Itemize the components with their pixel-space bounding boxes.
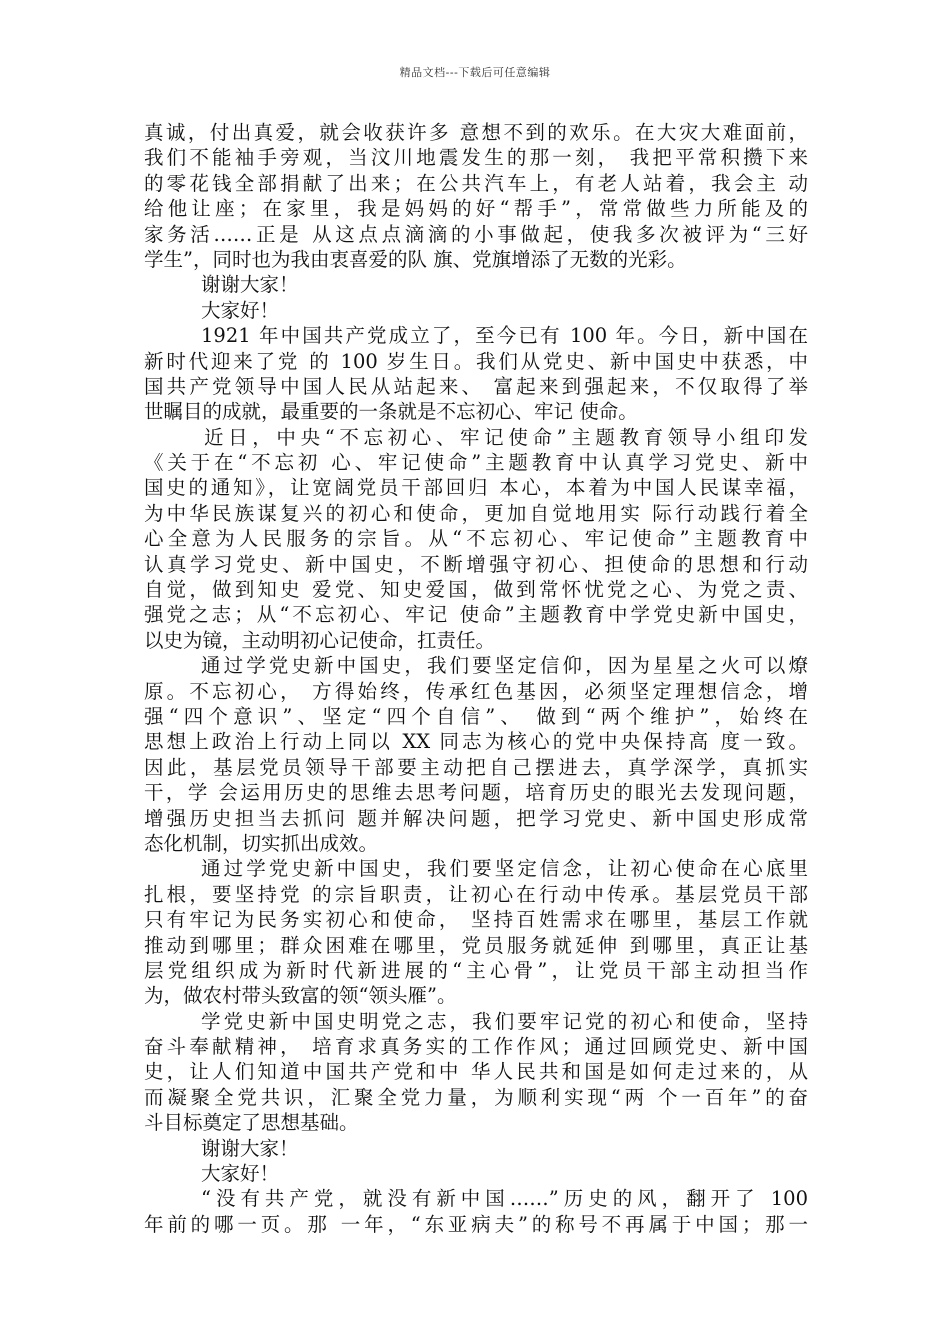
text-line: 奋斗奉献精神， 培育求真务实的工作作风；通过回顾党史、新中国 [144, 1035, 808, 1059]
text-line: 只有牢记为民务实初心和使命， 坚持百姓需求在哪里，基层工作就 [144, 908, 808, 932]
text-line: 通过学党史新中国史，我们要坚定信仰，因为星星之火可以燎 [201, 654, 808, 678]
text-line: 斗目标奠定了思想基础。 [144, 1111, 359, 1135]
text-line: 家务活……正是 从这点点滴滴的小事做起，使我多次被评为“三好 [144, 222, 808, 246]
text-line: 谢谢大家！ [201, 273, 299, 297]
text-line: 态化机制，切实抓出成效。 [144, 831, 379, 855]
text-line: 世瞩目的成就，最重要的一条就是不忘初心、牢记 使命。 [144, 400, 638, 424]
text-line: 新时代迎来了党 的 100 岁生日。我们从党史、新中国史中获悉，中 [144, 349, 808, 373]
text-line: 因此，基层党员领导干部要主动把自己摆进去，真学深学，真抓实 [144, 755, 808, 779]
text-line: 强“四个意识”、坚定“四个自信”、 做到“两个维护”，始终在 [144, 704, 808, 728]
text-line: 近日，中央“不忘初心、牢记使命”主题教育领导小组印发 [204, 425, 808, 449]
text-line: 国史的通知》，让宽阔党员干部回归 本心，本着为中国人民谋幸福， [144, 476, 808, 500]
text-line: 的零花钱全部捐献了出来；在公共汽车上，有老人站着，我会主 动 [144, 171, 808, 195]
text-line: 学生”，同时也为我由衷喜爱的队 旗、党旗增添了无数的光彩。 [144, 247, 687, 271]
text-line: 心全意为人民服务的宗旨。从“不忘初心、牢记使命”主题教育中 [144, 527, 808, 551]
page-header: 精品文档---下载后可任意编辑 [399, 66, 551, 79]
text-line: 大家好！ [201, 1162, 280, 1186]
text-line: 为，做农村带头致富的领“领头雁”。 [144, 984, 457, 1008]
text-line: “没有共产党，就没有新中国……”历史的风，翻开了 100 [201, 1187, 808, 1211]
document-body [144, 120, 808, 1237]
text-line: 认真学习党史、新中国史，不断增强守初心、担使命的思想和行动 [144, 552, 808, 576]
text-line: 通过学党史新中国史，我们要坚定信念，让初心使命在心底里 [201, 857, 808, 881]
text-line: 真诚，付出真爱，就会收获许多 意想不到的欢乐。在大灾大难面前， [144, 121, 808, 144]
text-line: 增强历史担当去抓问 题并解决问题，把学习党史、新中国史形成常 [144, 806, 808, 830]
text-line: 国共产党领导中国人民从站起来、 富起来到强起来，不仅取得了举 [144, 374, 808, 398]
text-line: 给他让座；在家里，我是妈妈的好“帮手”，常常做些力所能及的 [144, 197, 808, 221]
text-line: 学党史新中国史明党之志，我们要牢记党的初心和使命，坚持 [201, 1009, 808, 1033]
text-line: 谢谢大家！ [201, 1136, 299, 1160]
text-line: 干，学 会运用历史的思维去思考问题，培育历史的眼光去发现问题， [144, 781, 808, 805]
text-line: 推动到哪里；群众困难在哪里，党员服务就延伸 到哪里，真正让基 [144, 933, 808, 957]
text-line: 强党之志；从“不忘初心、牢记 使命”主题教育中学党史新中国史， [144, 603, 808, 627]
text-line: 1921 年中国共产党成立了，至今已有 100 年。今日，新中国在 [201, 324, 808, 348]
text-line: 《关于在“不忘初 心、牢记使命”主题教育中认真学习党史、新中 [144, 451, 808, 475]
text-line: 原。不忘初心， 方得始终，传承红色基因，必须坚定理想信念，增 [144, 679, 808, 703]
text-line: 扎根，要坚持党 的宗旨职责，让初心在行动中传承。基层党员干部 [144, 882, 808, 906]
text-line: 以史为镜，主动明初心记使命，扛责任。 [144, 628, 496, 652]
text-line: 思想上政治上行动上同以 XX 同志为核心的党中央保持高 度一致。 [144, 730, 808, 754]
text-line: 层党组织成为新时代新进展的“主心骨”，让党员干部主动担当作 [144, 958, 808, 982]
text-line: 自觉，做到知史 爱党、知史爱国，做到常怀忧党之心、为党之责、 [144, 578, 808, 602]
text-line: 史，让人们知道中国共产党和中 华人民共和国是如何走过来的，从 [144, 1060, 808, 1084]
text-line: 而凝聚全党共识，汇聚全党力量，为顺利实现“两 个一百年”的奋 [144, 1085, 808, 1109]
text-line: 年前的哪一页。那 一年，“东亚病夫”的称号不再属于中国；那一 [144, 1212, 808, 1236]
text-line: 我们不能袖手旁观，当汶川地震发生的那一刻， 我把平常积攒下来 [144, 146, 808, 170]
text-line: 为中华民族谋复兴的初心和使命，更加自觉地用实 际行动践行着全 [144, 501, 808, 525]
text-line: 大家好！ [201, 298, 280, 322]
